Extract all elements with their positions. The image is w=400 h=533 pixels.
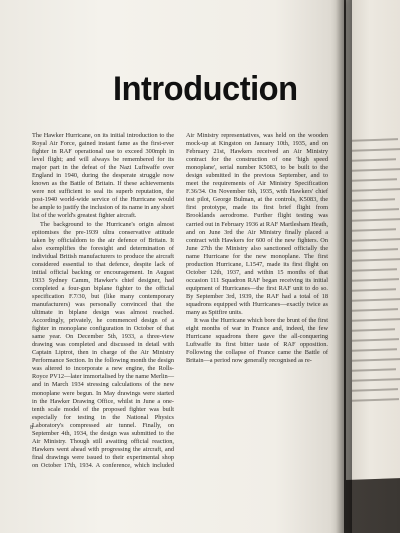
paragraph: It was the Hurricane which bore the brunt of the first eight months of war in France and, indeed, the few Hurricane squadrons there gave the all-conquering Luftwaffe its first bitter taste of RAF opposition. Following the collapse of France came the Battle of Britain—a period now generally recognised as re- <box>186 317 328 365</box>
paragraph: The background to the Hurricane's origin almost epitomises the pre-1939 ultra conservative attitude taken by officialdom to the air defence of Britain. It also exemplifies the foresight and determination of individual British manufacturers to produce the aircraft considered essential to that defence, despite lack of initial official backing or encouragement. In August 1933 Sydney Camm, Hawker's chief designer, had completed a four-gun biplane fighter to the official specification F.7/30, but (like many contemporary manufacturers) was personally convinced that the ultimate in biplane design was almost reached. Accordingly, privately, he commenced design of a fighter in monoplane configuration in October of that same year. On December 5th, 1933, a three-view drawing was completed and discussed in detail with Captain Liptrot, then in charge of the Air Ministry Performance Section. In the following month the design was altered to incorporate a new engine, the Rolls-Royce PV12—later immortalised by the name Merlin—and in March 1934 stressing calculations of the new monoplane were begun. In May drawings were started in the Hawker Drawing Office, whilst in June a one-tenth scale model of the proposed fighter was built especially for testing in the National Physics Laboratory's compressed air tunnel. Finally, on September 4th, 1934, the design was submitted to the Air Ministry. Though still awaiting official reaction, Hawkers went ahead with progressing the aircraft, and final drawings were issued to their experimental shop on October 17th, 1934. A conference, which included Air Ministry representatives, was held on the wooden mock-up at Kingston on January 10th, 1935, and on February 21st, Hawkers received an Air Ministry contract for the construction of one 'high speed monoplane', serial number K5083, to be built to the design submitted in the previous September, and to meet the requirements of Air Ministry Specification F.36/34. On November 6th, 1935, with Hawkers' chief test pilot, George Bulman, at the controls, K5083, the first prototype, made its first brief flight from Brooklands aerodrome. Further flight testing was carried out in February 1936 at RAF Martlesham Heath, and on June 3rd the Air Ministry finally placed a contract with Hawkers for 600 of the new fighters. On June 27th the Ministry also sanctioned officially the name Hurricane for the new monoplane. The first production Hurricane, L1547, made its first flight on October 12th, 1937, and within 15 months of that occasion 111 Squadron RAF began receiving its initial equipment of Hurricanes—the first RAF unit to do so. By September 3rd, 1939, the RAF had a total of 18 squadrons equipped with Hurricanes—exactly twice as many as Spitfire units. <box>32 132 328 469</box>
page-number: 8 <box>30 425 33 431</box>
facing-page-edge <box>346 0 400 480</box>
paragraph: The Hawker Hurricane, on its initial introduction to the Royal Air Force, gained instant fame as the first-ever fighter in RAF operational use to exceed 300mph in level flight; and will always be remembered for its major part in the defeat of the Nazi Luftwaffe over England in 1940, during the desperate struggle now known as the Battle of Britain. If these achievements were not sufficient to seal its superb reputation, the post-1940 world-wide service of the Hurricane would be ample to justify the inclusion of its name in any short list of the world's greatest fighter aircraft. <box>32 132 174 220</box>
body-text <box>32 132 328 472</box>
page-title: Introduction <box>113 70 298 108</box>
book-gutter <box>336 0 352 533</box>
